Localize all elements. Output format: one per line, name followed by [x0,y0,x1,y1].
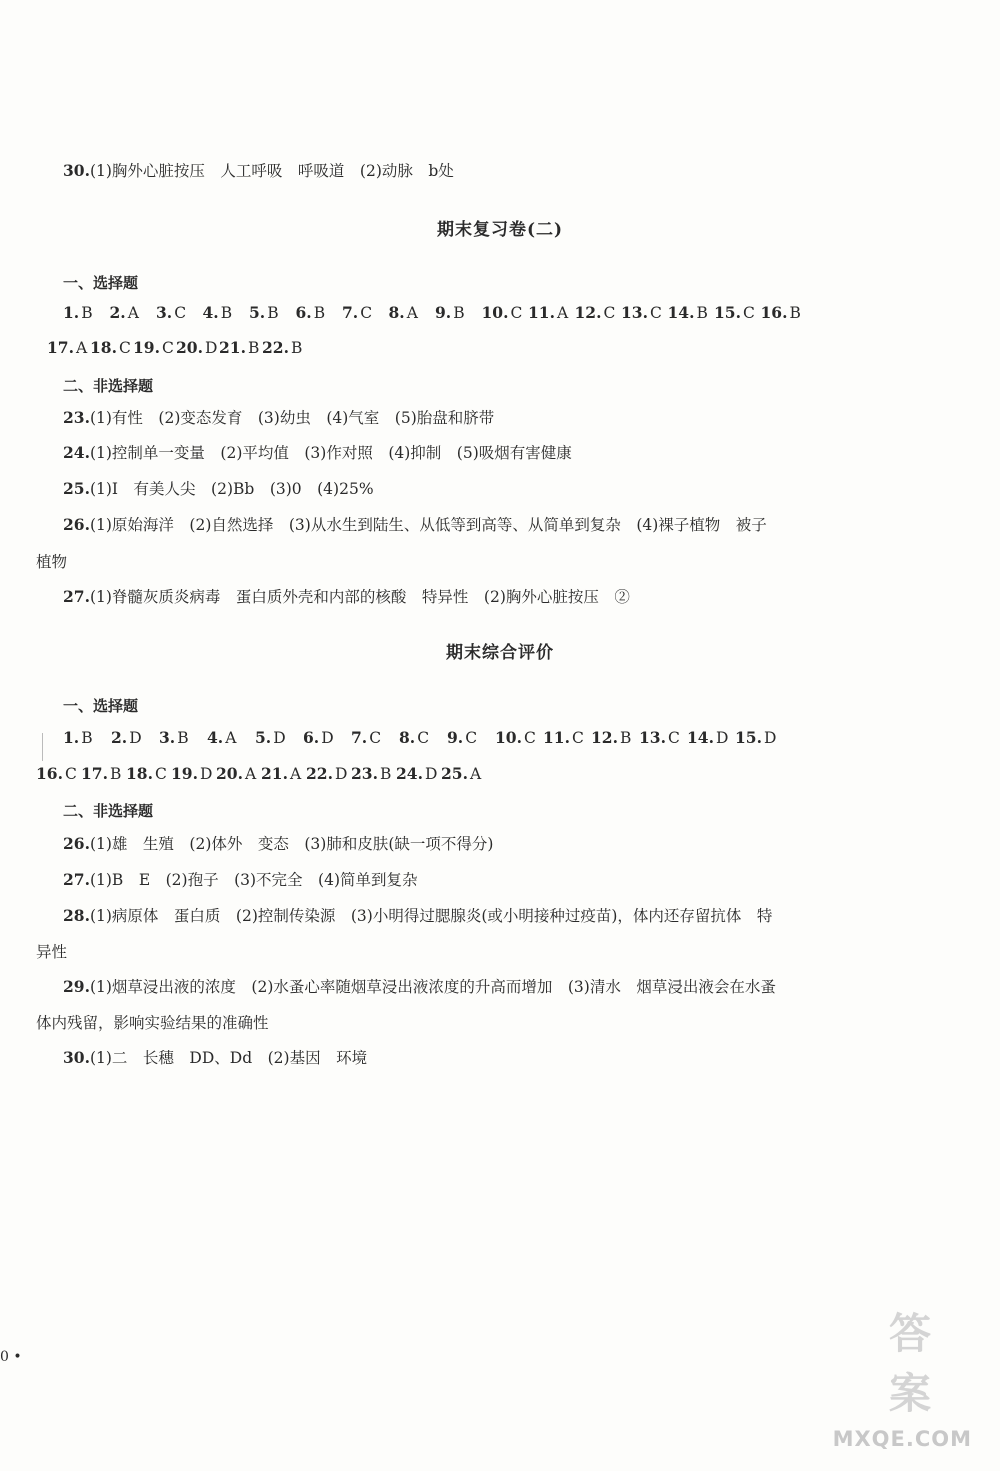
choice-letter: D [129,729,142,747]
question-number: 11. [528,303,555,322]
choice-letter: A [289,765,302,783]
question-number: 13. [621,303,648,322]
answer-line [63,870,418,890]
choice-letter: A [469,765,482,783]
question-number: 17. [47,338,74,357]
choice-answer [528,303,568,322]
choice-letter: C [667,729,680,747]
question-number: 15. [735,728,762,747]
question-number: 24. [396,764,423,783]
question-number: 14. [687,728,714,747]
question-number: 21. [261,764,288,783]
choice-answer [216,764,256,783]
choice-answer [176,338,217,357]
choice-answer [495,728,536,747]
question-number: 26. [63,834,90,853]
choice-letter: B [379,765,392,783]
answer-line [63,443,572,463]
choice-letter: B [220,304,233,322]
answer-line [63,834,493,854]
choice-answer [735,728,776,747]
choice-letter: D [334,765,348,783]
question-number: 8. [399,728,416,747]
question-number: 24. [63,443,90,462]
question-number: 29. [63,977,90,996]
watermark [832,1309,984,1455]
choice-answer [203,303,233,322]
answer-line [63,587,630,607]
choice-answer [81,764,121,783]
margin-mark [42,733,43,761]
question-number: 22. [262,338,289,357]
choice-letter: B [453,304,465,322]
choice-letter: D [199,765,213,783]
choice-letter: A [75,339,88,357]
question-number: 5. [249,303,266,322]
choice-letter: C [603,304,616,322]
question-number: 27. [63,870,90,889]
choice-answer [435,303,465,322]
answer-text: (1)烟草浸出液的浓度 (2)水蚤心率随烟草浸出液浓度的升高而增加 (3)清水 烟草浸出液会在水蚤 [89,978,776,996]
question-number: 5. [255,728,272,747]
answer-text: (1)胸外心脏按压 人工呼吸 呼吸道 (2)动脉 b处 [89,162,454,180]
choice-answer [36,764,77,783]
answer-continuation: 植物 [36,553,68,571]
question-number: 10. [495,728,522,747]
question-number: 6. [303,728,320,747]
choice-letter: D [273,729,286,747]
choice-answer [303,728,334,747]
question-number: 2. [111,728,128,747]
question-number: 20. [176,338,203,357]
choice-answer [668,303,708,322]
question-number: 23. [63,408,90,427]
choice-answer [639,728,680,747]
choice-answer [110,303,139,322]
answer-text: (1)有性 (2)变态发育 (3)幼虫 (4)气室 (5)胎盘和脐带 [89,409,495,427]
choice-answer [47,338,87,357]
subsection-heading: 二、非选择题 [63,377,154,395]
choice-answer [262,338,302,357]
choice-letter: D [321,729,334,747]
choice-letter: C [649,304,662,322]
question-number: 19. [133,338,160,357]
choice-letter: D [763,729,777,747]
question-number: 18. [126,764,153,783]
question-number: 26. [63,515,90,534]
choice-letter: C [523,729,536,747]
question-number: 1. [63,303,80,322]
choice-letter: C [360,304,373,322]
question-number: 3. [159,728,176,747]
question-number: 12. [591,728,618,747]
question-number: 25. [63,479,90,498]
choice-letter: A [244,765,257,783]
watermark-logo: 答案 [889,1309,932,1418]
choice-answer [351,764,391,783]
choice-answer [171,764,212,783]
watermark-site: MXQE.COM [832,1427,972,1451]
choice-answer [296,303,326,322]
choice-letter: C [161,339,174,357]
question-number: 17. [81,764,108,783]
choice-letter: D [715,729,729,747]
choice-letter: A [127,304,139,322]
question-number: 18. [90,338,117,357]
choice-answer [133,338,174,357]
question-number: 7. [342,303,359,322]
answer-line [63,515,767,535]
choice-answer [447,728,477,747]
choice-letter: A [556,304,569,322]
question-number: 28. [63,906,90,925]
question-number: 27. [63,587,90,606]
choice-letter: C [174,304,187,322]
choice-answer [261,764,301,783]
question-number: 16. [36,764,63,783]
answer-line [63,479,374,499]
choice-answer [575,303,616,322]
choice-letter: A [225,729,237,747]
answer-line [63,906,772,926]
choice-letter: B [696,304,708,322]
question-number: 13. [639,728,666,747]
choice-answer [63,728,93,747]
choice-letter: B [81,304,93,322]
choice-letter: B [619,729,632,747]
choice-letter: C [64,765,77,783]
question-number: 10. [481,303,509,322]
question-number: 20. [216,764,243,783]
choice-letter: C [742,304,755,322]
question-number: 14. [667,303,695,322]
choice-answer [207,728,236,747]
question-number: 4. [207,728,224,747]
choice-answer [255,728,286,747]
section-title: 期末复习卷(二) [436,220,564,240]
choice-letter: C [154,765,167,783]
question-number: 22. [306,764,333,783]
answer-text: (1)脊髓灰质炎病毒 蛋白质外壳和内部的核酸 特异性 (2)胸外心脏按压 ② [89,588,630,606]
choice-answer [482,303,523,322]
choice-letter: D [204,339,218,357]
question-number: 2. [109,303,126,322]
answer-line [63,408,494,428]
choice-letter: C [571,729,584,747]
question-number: 1. [63,728,80,747]
choice-letter: C [369,729,382,747]
question-number: 11. [543,728,570,747]
subsection-heading: 一、选择题 [63,274,139,292]
answer-continuation: 体内残留，影响实验结果的准确性 [36,1014,269,1032]
answer-text: (1)原始海洋 (2)自然选择 (3)从水生到陆生、从低等到高等、从简单到复杂 (4)裸子植物 被子 [89,516,767,534]
choice-letter: B [81,729,93,747]
subsection-heading: 二、非选择题 [63,802,154,820]
question-number: 25. [441,764,468,783]
choice-answer [687,728,728,747]
choice-letter: B [789,304,801,322]
choice-letter: C [417,729,430,747]
choice-answer [90,338,131,357]
question-number: 3. [156,303,173,322]
question-number: 12. [574,303,602,322]
choice-answer [389,303,418,322]
question-number: 15. [714,303,741,322]
answer-text: (1)B E (2)孢子 (3)不完全 (4)简单到复杂 [89,871,418,889]
question-number: 9. [447,728,464,747]
choice-answer [342,303,372,322]
choice-answer [621,303,662,322]
choice-letter: A [406,304,418,322]
choice-answer [126,764,167,783]
choice-answer [543,728,584,747]
choice-letter: B [177,729,189,747]
choice-answer [219,338,259,357]
answer-continuation: 异性 [36,943,68,961]
answer-line [63,161,454,181]
choice-letter: C [465,729,478,747]
question-number: 23. [351,764,378,783]
question-number: 8. [388,303,405,322]
subsection-heading: 一、选择题 [63,697,139,715]
question-number: 30. [63,1048,90,1067]
choice-answer [761,303,801,322]
answer-text: (1)控制单一变量 (2)平均值 (3)作对照 (4)抑制 (5)吸烟有害健康 [89,444,572,462]
choice-letter: B [109,765,122,783]
choice-letter: B [313,304,326,322]
choice-answer [159,728,189,747]
choice-answer [399,728,429,747]
choice-answer [306,764,347,783]
answer-text: (1)雄 生殖 (2)体外 变态 (3)肺和皮肤(缺一项不得分) [89,835,494,853]
choice-letter: B [267,304,279,322]
choice-answer [591,728,631,747]
choice-answer [441,764,481,783]
answer-text: (1)病原体 蛋白质 (2)控制传染源 (3)小明得过腮腺炎(或小明接种过疫苗)，体内还存留抗体 特 [89,907,773,925]
choice-answer [63,303,93,322]
question-number: 9. [435,303,452,322]
choice-answer [351,728,381,747]
answer-text: (1)二 长穗 DD、Dd (2)基因 环境 [89,1049,368,1067]
answer-text: (1)Ⅰ 有美人尖 (2)Bb (3)0 (4)25% [89,480,374,498]
question-number: 7. [351,728,368,747]
answer-line [63,977,776,997]
question-number: 21. [219,338,246,357]
choice-answer [156,303,186,322]
question-number: 30. [63,161,90,180]
choice-letter: C [118,339,131,357]
question-number: 19. [171,764,198,783]
choice-answer [714,303,755,322]
choice-letter: C [510,304,523,322]
question-number: 16. [760,303,788,322]
choice-answer [396,764,437,783]
choice-letter: B [290,339,303,357]
choice-answer [111,728,142,747]
choice-letter: B [247,339,260,357]
section-title: 期末综合评价 [446,643,554,663]
answer-line [63,1048,367,1068]
question-number: 4. [202,303,219,322]
choice-answer [249,303,279,322]
choice-letter: D [424,765,438,783]
page-number: 0 • [0,1349,22,1365]
question-number: 6. [295,303,312,322]
